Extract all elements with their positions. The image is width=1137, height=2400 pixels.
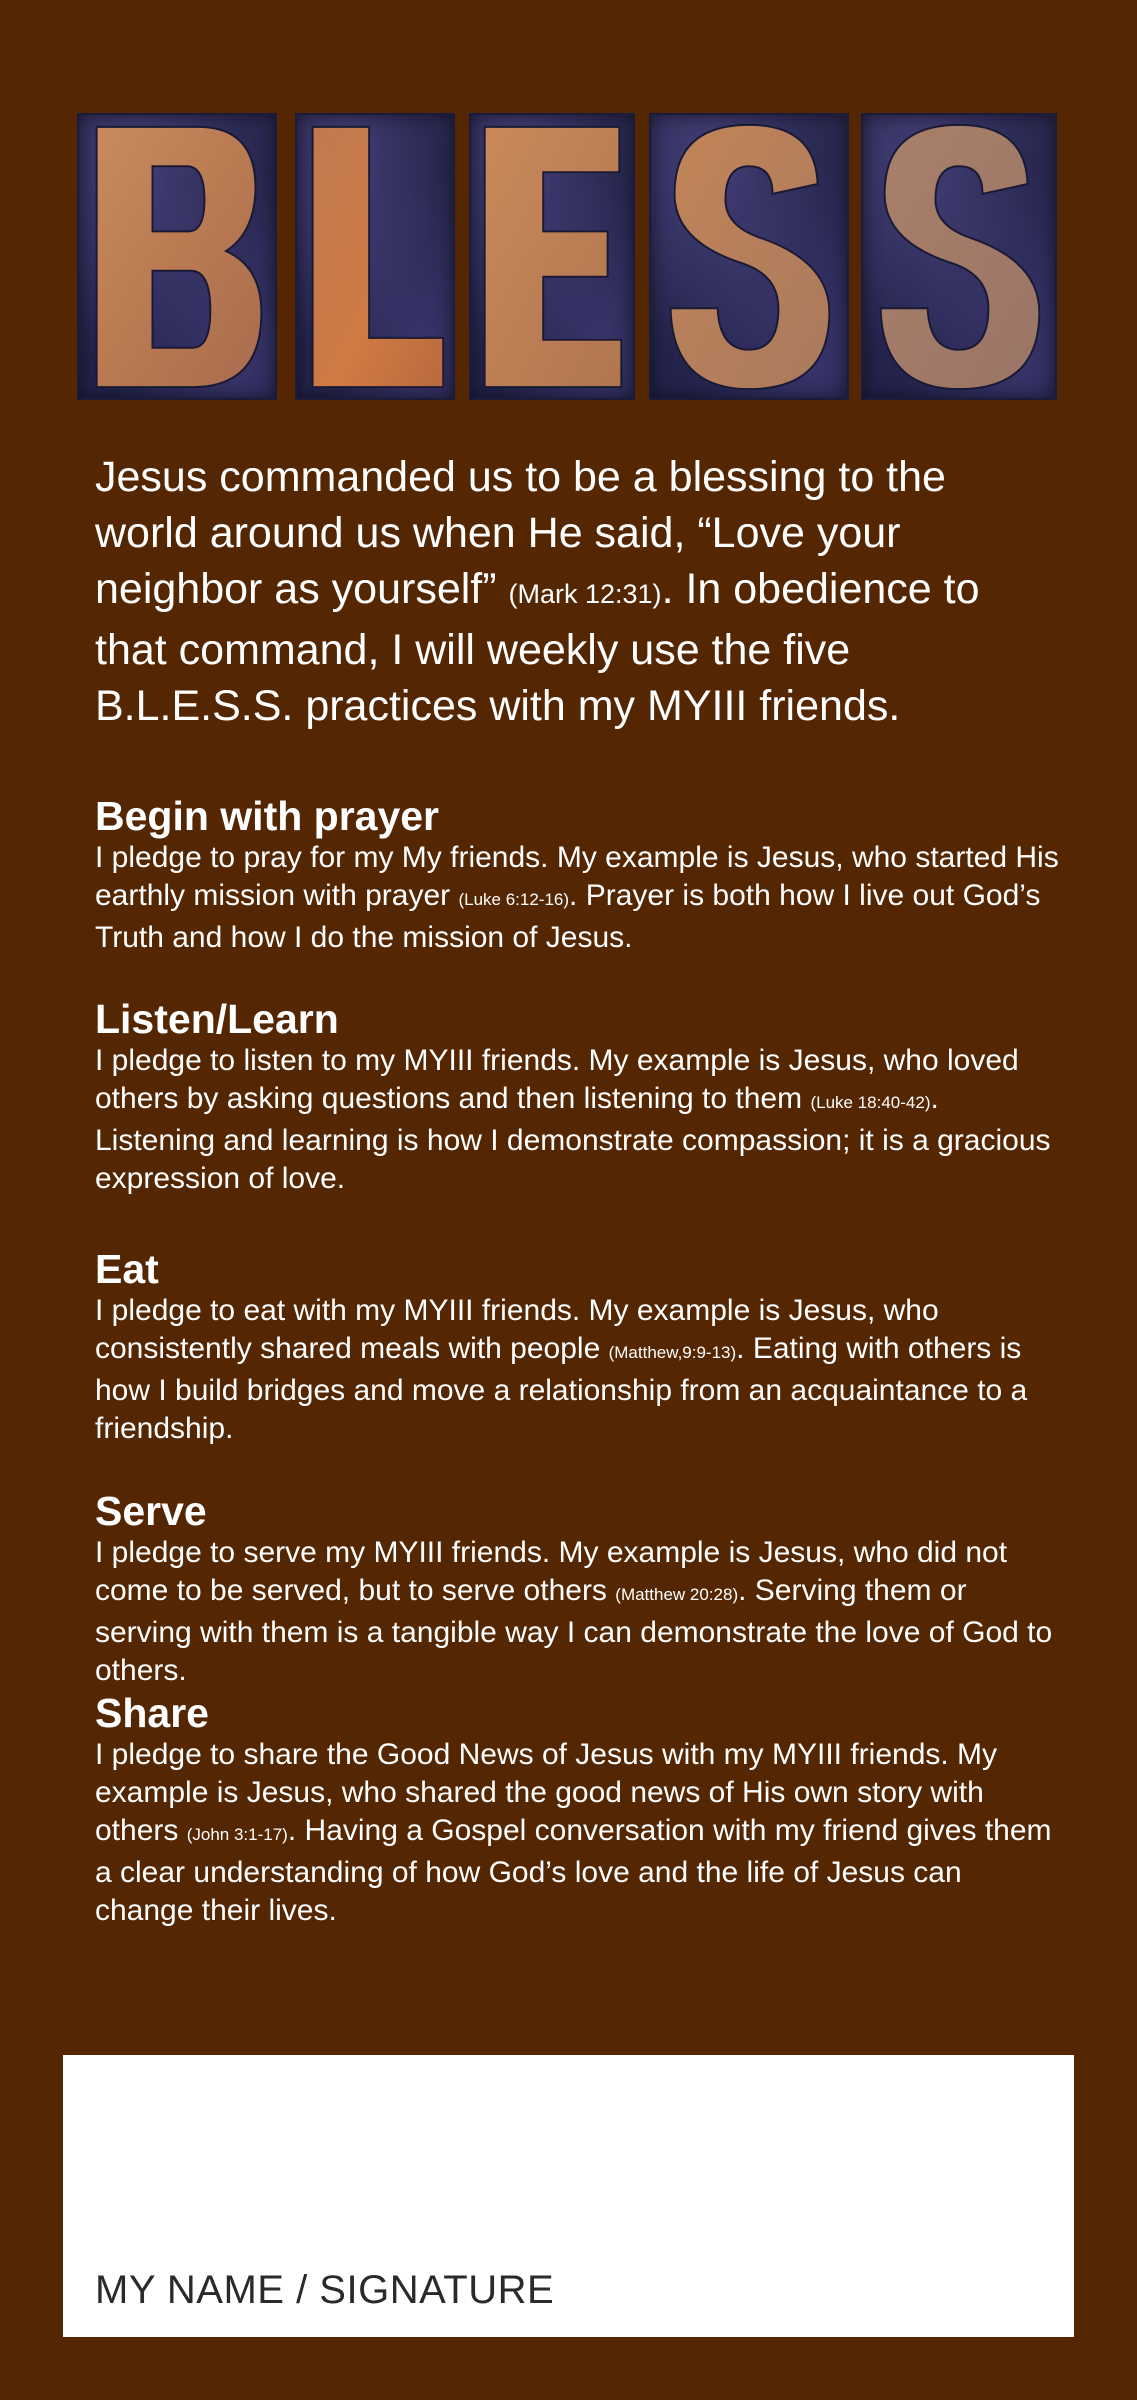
signature-label: MY NAME / SIGNATURE <box>95 2268 555 2312</box>
section-body <box>95 1292 1065 1448</box>
intro-paragraph <box>95 449 1055 734</box>
section-text-part1: I pledge to share the Good News of Jesus with my MYIII friends. My example is Jesus, who shared the good news of His own story with others <box>95 1738 998 1847</box>
section-body <box>95 1736 1065 1930</box>
letter-tile-l <box>295 113 455 400</box>
letter-tile-s-first <box>649 113 849 400</box>
scripture-ref: (John 3:1-17) <box>186 1825 288 1844</box>
section-text-part2: . Listening and learning is how I demonstrate compassion; it is a gracious expression of love. <box>95 1082 1051 1195</box>
section-heading: Share <box>95 1690 209 1736</box>
section-body <box>95 1534 1065 1690</box>
section-listen-learn <box>95 996 1065 1198</box>
bless-title-image <box>77 113 1057 400</box>
intro-text-part2: . In obedience to that command, I will weekly use the five B.L.E.S.S. practices with my MYIII friends. <box>95 565 980 730</box>
section-heading: Eat <box>95 1246 159 1292</box>
section-text-part1: I pledge to eat with my MYIII friends. My example is Jesus, who consistently shared meals with people <box>95 1294 939 1365</box>
section-text-part1: I pledge to pray for my My friends. My example is Jesus, who started His earthly mission with prayer <box>95 841 1059 912</box>
section-share <box>95 1690 1065 1930</box>
signature-box[interactable] <box>63 2055 1074 2337</box>
intro-scripture-ref: (Mark 12:31) <box>508 579 662 609</box>
section-begin-with-prayer <box>95 793 1065 957</box>
section-text-part2: . Eating with others is how I build bridges and move a relationship from an acquaintance to a friendship. <box>95 1332 1028 1445</box>
section-body <box>95 1042 1065 1198</box>
letter-tile-b <box>77 113 277 400</box>
section-heading: Serve <box>95 1488 207 1534</box>
scripture-ref: (Matthew 20:28) <box>615 1585 739 1604</box>
scripture-ref: (Luke 18:40-42) <box>810 1093 931 1112</box>
section-serve <box>95 1488 1065 1690</box>
scripture-ref: (Luke 6:12-16) <box>458 890 570 909</box>
scripture-ref: (Matthew,9:9-13) <box>608 1343 737 1362</box>
section-heading: Begin with prayer <box>95 793 440 839</box>
section-text-part2: . Having a Gospel conversation with my friend gives them a clear understanding of how God’s love and the life of Jesus can change their lives. <box>95 1814 1052 1927</box>
letter-tile-e <box>469 113 635 400</box>
section-text-part1: I pledge to listen to my MYIII friends. My example is Jesus, who loved others by asking questions and then listening to them <box>95 1044 1019 1115</box>
section-text-part2: . Serving them or serving with them is a tangible way I can demonstrate the love of God to others. <box>95 1574 1053 1687</box>
section-eat <box>95 1246 1065 1448</box>
section-heading: Listen/Learn <box>95 996 339 1042</box>
letter-tile-s-second <box>861 113 1057 400</box>
section-text-part2: . Prayer is both how I live out God’s Truth and how I do the mission of Jesus. <box>95 879 1041 954</box>
section-text-part1: I pledge to serve my MYIII friends. My example is Jesus, who did not come to be served, but to serve others <box>95 1536 1008 1607</box>
intro-text-part1: Jesus commanded us to be a blessing to the world around us when He said, “Love your neighbor as yourself” <box>95 453 946 613</box>
section-body <box>95 839 1065 957</box>
